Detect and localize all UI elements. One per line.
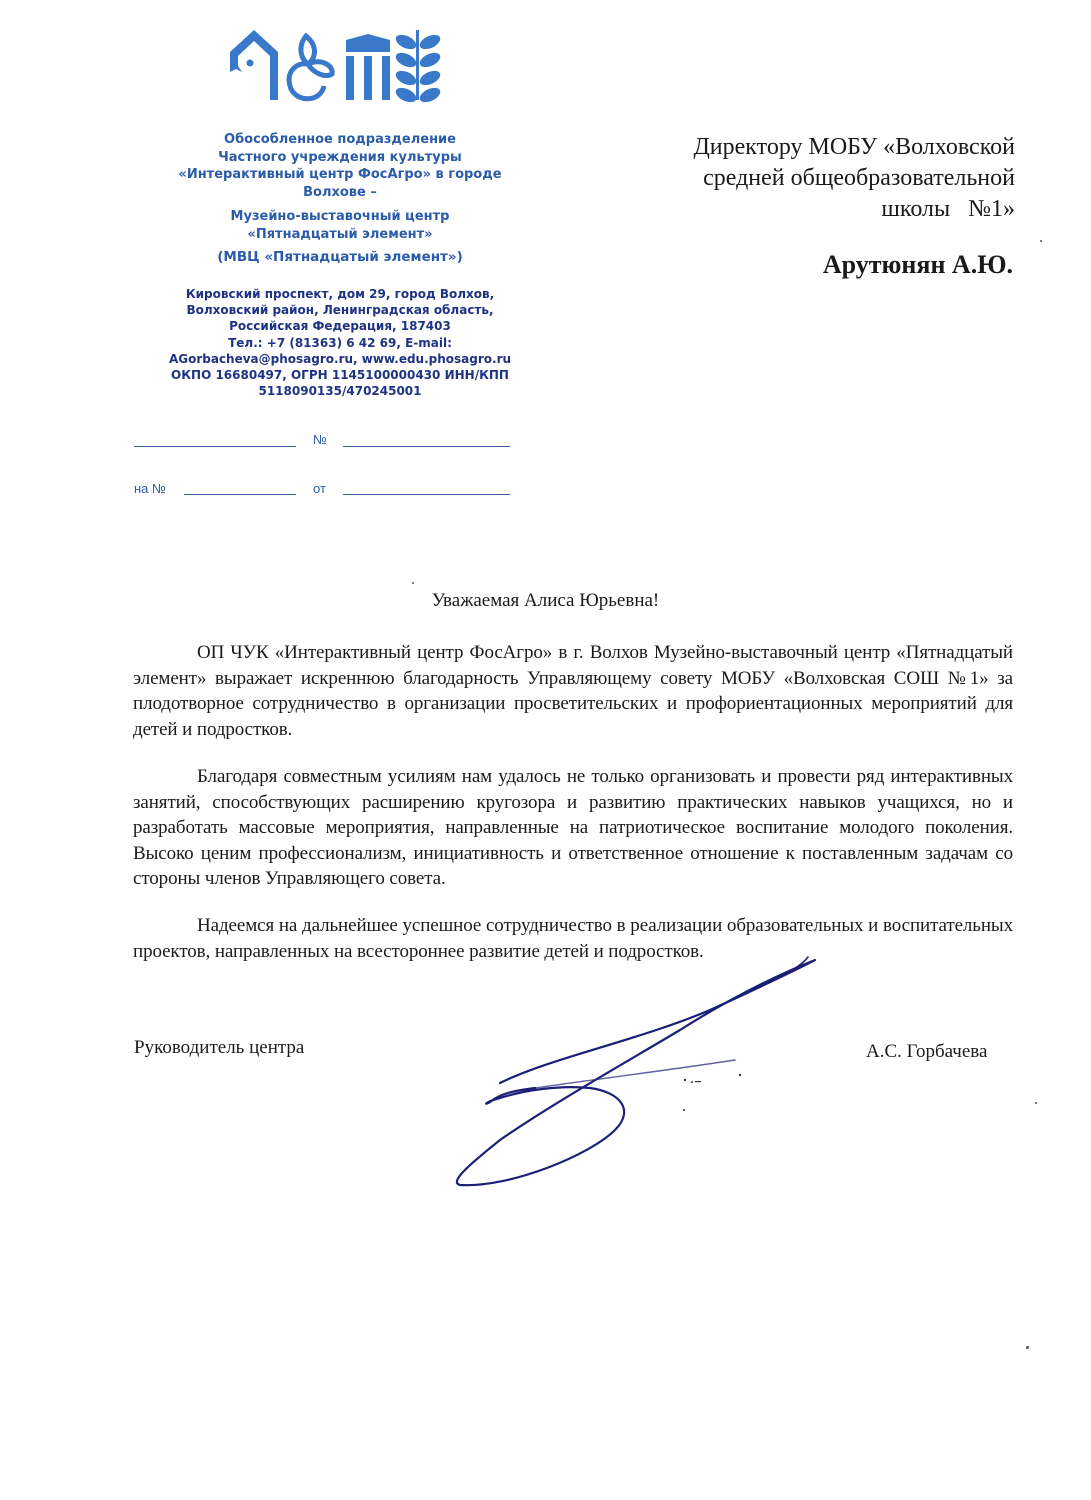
- address-line: Российская Федерация, 187403: [229, 319, 451, 334]
- body-paragraph: Благодаря совместным усилиям нам удалось не только организовать и провести ряд интерактивных занятий, способствующих расширению кругозора и развитию практических навыков учащихся, но и разработать массовые мероприятия, направленные на патриотическое воспитание молодого поколения. Высоко ценим профессионализм, инициативность и ответственное отношение к поставленным задачам со стороны членов Управляющего совета.: [133, 766, 1013, 889]
- mvc-line: Музейно-выставочный центр: [230, 209, 450, 224]
- organization-address: [140, 286, 540, 399]
- addressee-line: школы №1»: [881, 196, 1015, 222]
- address-line: Тел.: +7 (81363) 6 42 69, E-mail:: [228, 335, 452, 350]
- addressee-line: средней общеобразовательной: [703, 165, 1015, 191]
- number-label: №: [313, 432, 327, 447]
- ref-number-line: [184, 494, 296, 495]
- address-line: ОКПО 16680497, ОГРН 1145100000430 ИНН/КПП: [171, 368, 509, 383]
- organization-name: [140, 131, 540, 201]
- museum-center-name: [140, 208, 540, 243]
- ink-speck: [683, 1109, 685, 1111]
- addressee-name: Арутюнян А.Ю.: [822, 250, 1013, 279]
- scan-speck: [1035, 1102, 1037, 1104]
- address-line: 5118090135/470245001: [258, 384, 422, 399]
- org-line: Волхове –: [303, 184, 377, 200]
- address-line: Волховский район, Ленинградская область,: [186, 303, 494, 318]
- signatory-title: Руководитель центра: [134, 1037, 305, 1058]
- mvc-line: «Пятнадцатый элемент»: [247, 226, 433, 242]
- org-line: «Интерактивный центр ФосАгро» в городе: [178, 167, 502, 182]
- ink-speck: [684, 1079, 686, 1081]
- logo-sprout-icon: [289, 36, 332, 99]
- date-label: от: [313, 481, 326, 496]
- ink-speck: [691, 1081, 693, 1083]
- logo-building-icon: [346, 34, 390, 100]
- addressee-line: Директору МОБУ «Волховской: [693, 134, 1015, 160]
- address-line: Кировский проспект, дом 29, город Волхов,: [185, 287, 495, 301]
- handwritten-signature: [440, 930, 820, 1195]
- addressee-block: [615, 132, 1015, 225]
- scan-speck: [1040, 240, 1042, 242]
- signatory-name: А.С. Горбачева: [866, 1041, 988, 1062]
- body-paragraph: ОП ЧУК «Интерактивный центр ФосАгро» в г. Волхов Музейно-выставочный центр «Пятнадцатый элемент» выражает искреннюю благодарность Управляющему совету МОБУ «Волховская СОШ №1» за плодотворное сотрудничество в организации просветительских и профориентационных мероприятий для детей и подростков.: [133, 642, 1013, 740]
- logo-house-dot: [247, 60, 254, 67]
- outgoing-number-line: [343, 446, 510, 447]
- ref-number-label: на №: [134, 481, 166, 496]
- ink-speck: [739, 1074, 741, 1076]
- ink-speck: [695, 1081, 701, 1082]
- scan-speck: [1026, 1346, 1029, 1349]
- org-line: Обособленное подразделение: [224, 132, 456, 147]
- org-line: Частного учреждения культуры: [218, 149, 462, 165]
- body-paragraph: Надеемся на дальнейшее успешное сотрудничество в реализации образовательных и воспитательных проектов, направленных на всестороннее развитие детей и подростков.: [133, 915, 1013, 962]
- logo-house-icon: [230, 30, 278, 100]
- scan-speck: [412, 582, 414, 584]
- organization-logo: [228, 28, 468, 110]
- logo-wheat-icon: [393, 30, 442, 105]
- museum-center-abbreviation: (МВЦ «Пятнадцатый элемент»): [217, 249, 463, 265]
- outgoing-date-line: [134, 446, 296, 447]
- salutation: Уважаемая Алиса Юрьевна!: [431, 590, 660, 611]
- address-line: AGorbacheva@phosagro.ru, www.edu.phosagro.ru: [168, 351, 512, 366]
- ref-date-line: [343, 494, 510, 495]
